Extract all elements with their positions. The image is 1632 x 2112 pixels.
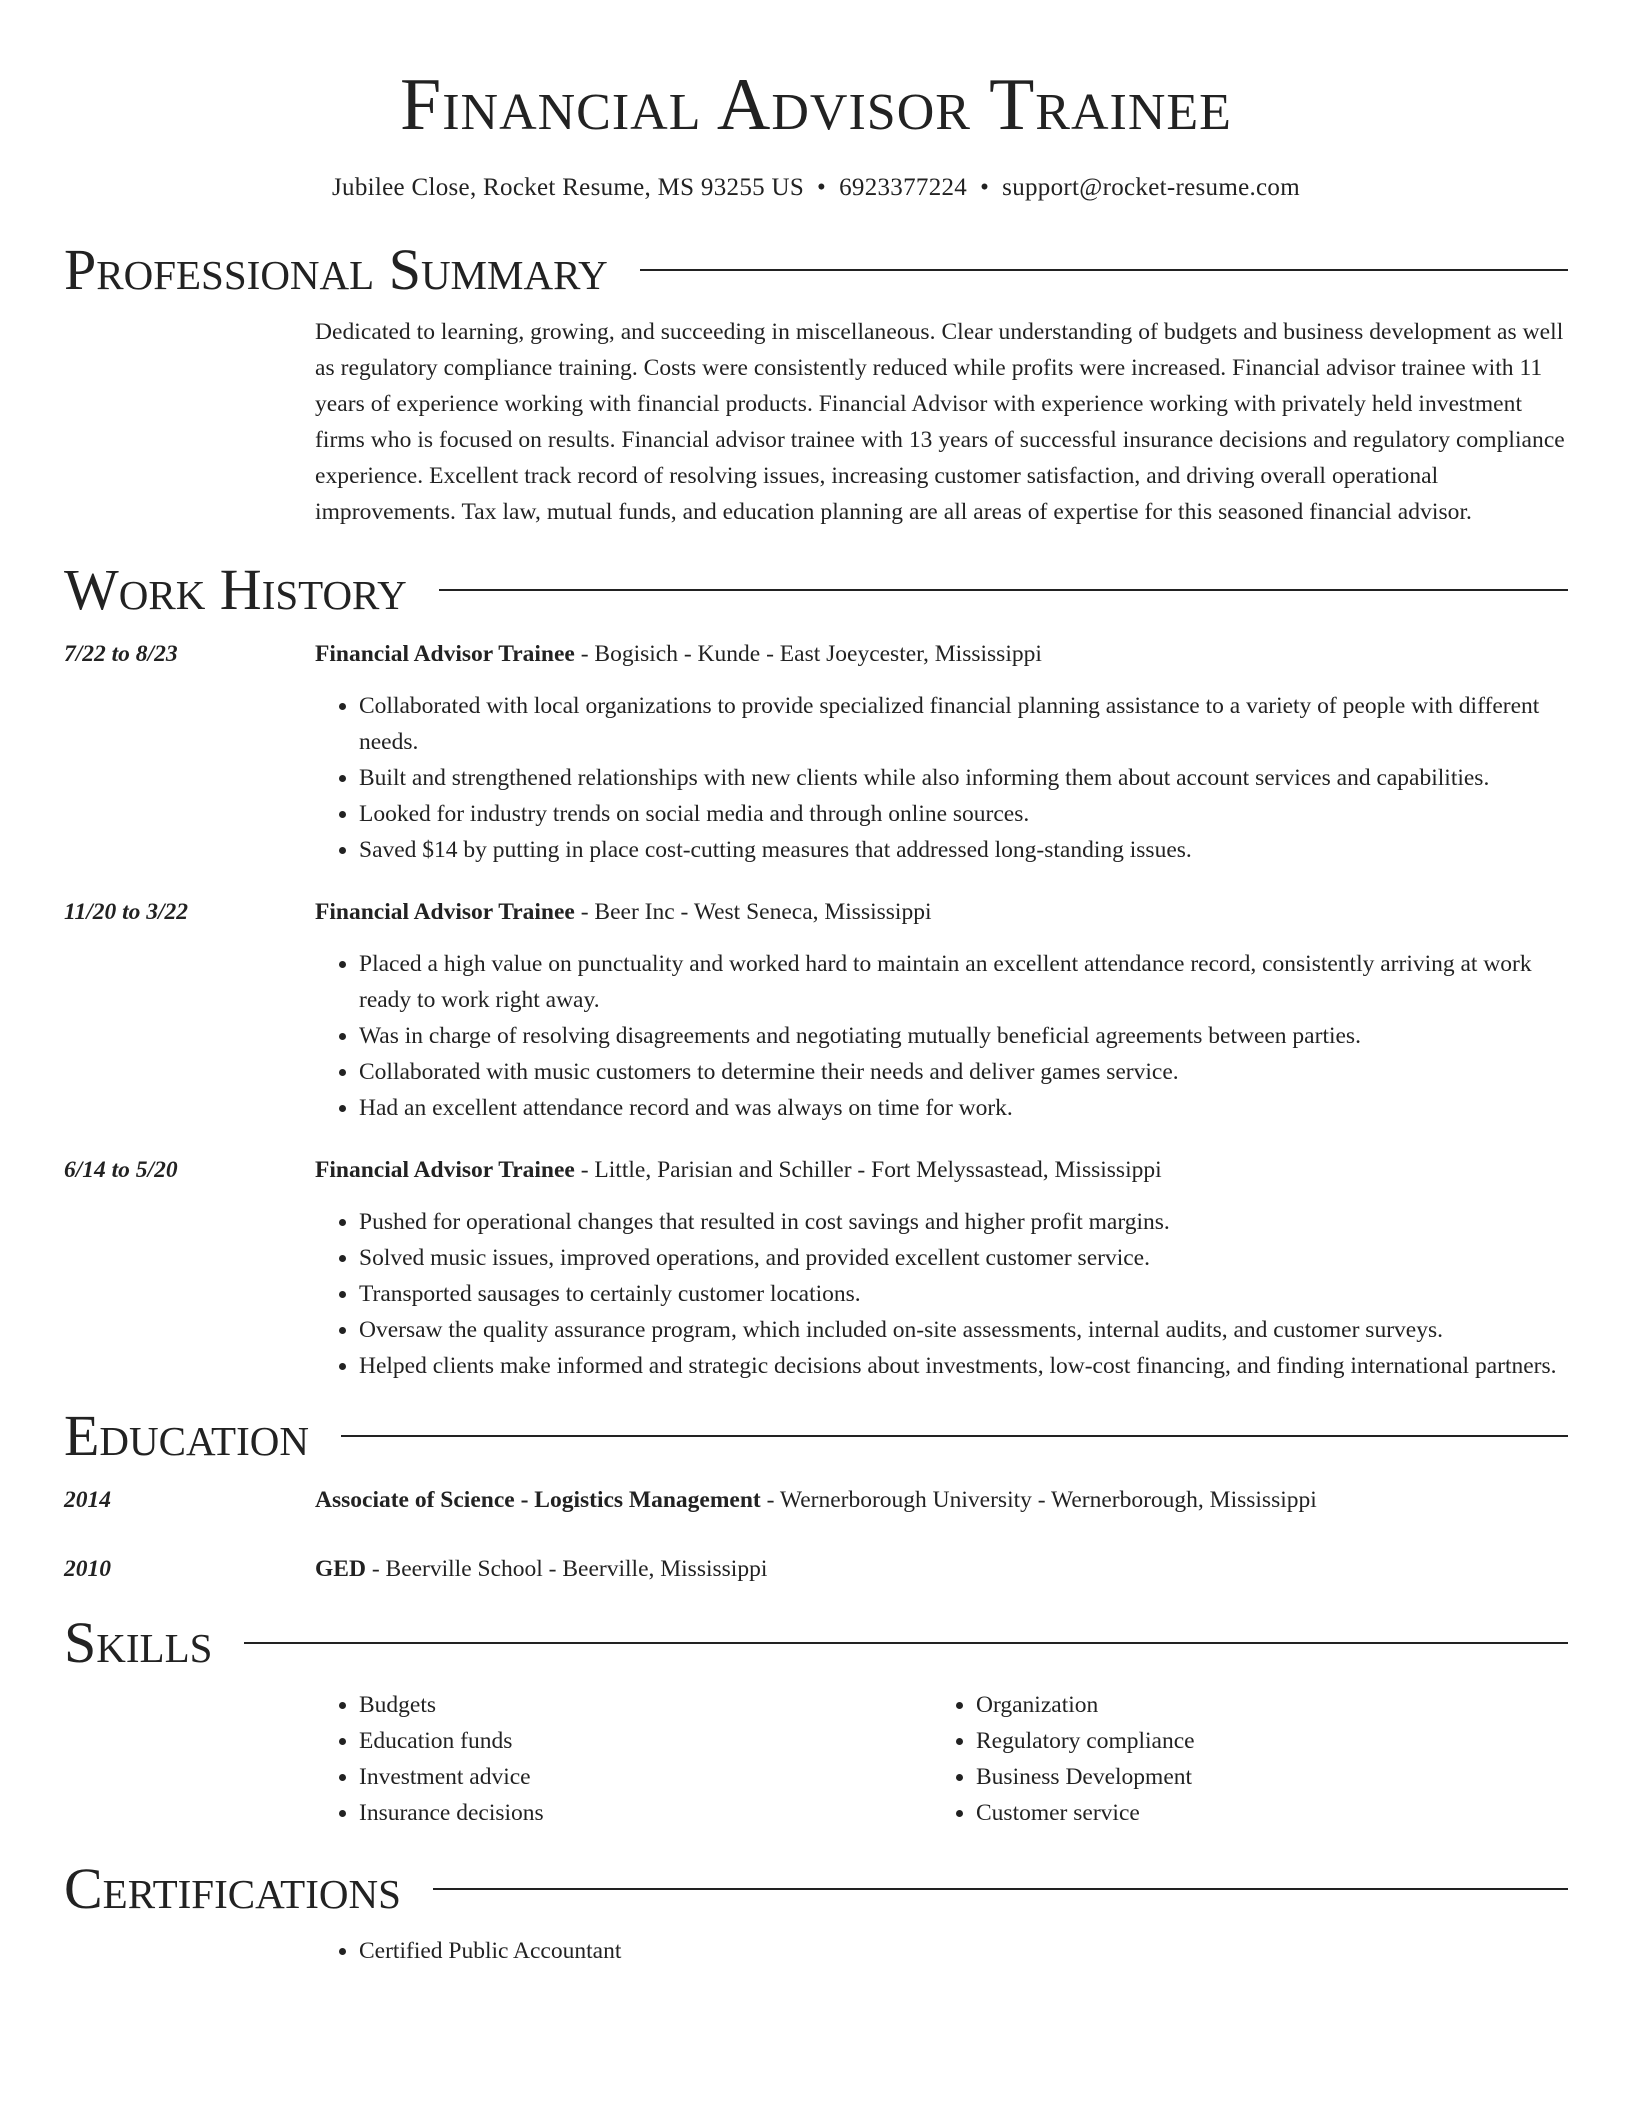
skills-list-right xyxy=(932,1687,1195,1831)
list-item: • Budgets xyxy=(359,1687,932,1723)
list-item: • Customer service xyxy=(976,1795,1195,1831)
resume-page xyxy=(64,0,1568,1969)
section-divider xyxy=(439,589,1568,591)
summary-spacer xyxy=(64,314,315,530)
list-item: • Transported sausages to certainly customer locations. xyxy=(359,1276,1568,1312)
summary-text: Dedicated to learning, growing, and succeeding in miscellaneous. Clear understanding of budgets and business development as well as regulatory compliance training. Costs were consistently reduced while profits were increased. Financial advisor trainee with 11 years of experience working with financial products. Financial Advisor with experience working with privately held investment firms who is focused on results. Financial advisor trainee with 13 years of successful insurance decisions and regulatory compliance experience. Excellent track record of resolving issues, increasing customer satisfaction, and driving overall operational improvements. Tax law, mutual funds, and education planning are all areas of expertise for this seasoned financial advisor. xyxy=(315,319,1565,525)
list-item: • Had an excellent attendance record and was always on time for work. xyxy=(359,1090,1568,1126)
contact-phone: 6923377224 xyxy=(839,174,968,201)
list-item: • Oversaw the quality assurance program, which included on-site assessments, internal audits, and customer surveys. xyxy=(359,1312,1568,1348)
contact-address: Jubilee Close, Rocket Resume, MS 93255 US xyxy=(332,174,805,201)
job-bullets xyxy=(315,1204,1568,1384)
section-divider xyxy=(640,269,1568,271)
list-item: • Placed a high value on punctuality and worked hard to maintain an excellent attendance record, consistently arriving at work ready to work right away. xyxy=(359,946,1568,1018)
list-item: • Investment advice xyxy=(359,1759,932,1795)
job-heading xyxy=(315,1152,1568,1188)
list-item: • Was in charge of resolving disagreements and negotiating mutually beneficial agreements between parties. xyxy=(359,1018,1568,1054)
section-header-education xyxy=(64,1404,1568,1468)
job-title: Financial Advisor Trainee xyxy=(315,899,575,925)
section-divider xyxy=(244,1642,1568,1644)
job-entry xyxy=(64,636,1568,868)
section-title: Work History xyxy=(64,557,407,622)
education-year: 2014 xyxy=(64,1487,111,1513)
job-dates: 7/22 to 8/23 xyxy=(64,641,178,667)
list-item: • Organization xyxy=(976,1687,1195,1723)
list-item: • Insurance decisions xyxy=(359,1795,932,1831)
list-item: • Education funds xyxy=(359,1723,932,1759)
job-dates: 6/14 to 5/20 xyxy=(64,1157,178,1183)
section-header-work xyxy=(64,558,1568,622)
list-item: • Collaborated with music customers to determine their needs and deliver games service. xyxy=(359,1054,1568,1090)
skills-grid xyxy=(315,1687,1568,1831)
job-details: - Beer Inc - West Seneca, Mississippi xyxy=(574,899,932,925)
job-details: - Little, Parisian and Schiller - Fort Melyssastead, Mississippi xyxy=(574,1157,1162,1183)
education-entry xyxy=(64,1551,1568,1587)
skills-spacer xyxy=(64,1675,315,1831)
section-header-summary xyxy=(64,238,1568,302)
education-details: - Wernerborough University - Wernerborough, Mississippi xyxy=(760,1487,1317,1513)
list-item: • Looked for industry trends on social media and through online sources. xyxy=(359,796,1568,832)
contact-email: support@rocket-resume.com xyxy=(1002,174,1300,201)
section-title: Skills xyxy=(64,1610,213,1675)
section-title: Certifications xyxy=(64,1856,401,1921)
job-entry xyxy=(64,1152,1568,1384)
skills-row xyxy=(64,1675,1568,1831)
job-bullets xyxy=(315,688,1568,868)
list-item: • Built and strengthened relationships with new clients while also informing them about account services and capabilities. xyxy=(359,760,1568,796)
certifications-row xyxy=(64,1933,1568,1969)
section-header-skills xyxy=(64,1611,1568,1675)
section-divider xyxy=(433,1888,1568,1890)
education-degree: GED xyxy=(315,1556,366,1582)
certifications-list xyxy=(315,1933,1568,1969)
education-degree: Associate of Science - Logistics Management xyxy=(315,1487,761,1513)
resume-name: Financial Advisor Trainee xyxy=(400,64,1232,146)
contact-line xyxy=(64,172,1568,204)
summary-row xyxy=(64,314,1568,530)
education-year: 2010 xyxy=(64,1556,111,1582)
list-item: • Collaborated with local organizations to provide specialized financial planning assistance to a variety of people with different needs. xyxy=(359,688,1568,760)
list-item: • Saved $14 by putting in place cost-cutting measures that addressed long-standing issues. xyxy=(359,832,1568,868)
job-title: Financial Advisor Trainee xyxy=(315,1157,575,1183)
section-title: Education xyxy=(64,1403,309,1468)
list-item: • Certified Public Accountant xyxy=(359,1933,1568,1969)
list-item: • Business Development xyxy=(976,1759,1195,1795)
education-entry xyxy=(64,1482,1568,1518)
contact-separator: • xyxy=(817,174,827,201)
job-heading xyxy=(315,636,1568,672)
job-title: Financial Advisor Trainee xyxy=(315,641,575,667)
job-bullets xyxy=(315,946,1568,1126)
list-item: • Helped clients make informed and strategic decisions about investments, low-cost financing, and finding international partners. xyxy=(359,1348,1568,1384)
certifications-spacer xyxy=(64,1933,315,1969)
section-divider xyxy=(341,1435,1568,1437)
job-list xyxy=(64,636,1568,1384)
list-item: • Solved music issues, improved operations, and provided excellent customer service. xyxy=(359,1240,1568,1276)
education-details: - Beerville School - Beerville, Mississippi xyxy=(365,1556,768,1582)
contact-separator: • xyxy=(980,174,990,201)
job-heading xyxy=(315,894,1568,930)
job-details: - Bogisich - Kunde - East Joeycester, Mississippi xyxy=(574,641,1042,667)
skills-list-left xyxy=(315,1687,932,1831)
list-item: • Regulatory compliance xyxy=(976,1723,1195,1759)
job-dates: 11/20 to 3/22 xyxy=(64,899,189,925)
job-entry xyxy=(64,894,1568,1126)
list-item: • Pushed for operational changes that resulted in cost savings and higher profit margins. xyxy=(359,1204,1568,1240)
section-title: Professional Summary xyxy=(64,237,608,302)
section-header-certifications xyxy=(64,1857,1568,1921)
